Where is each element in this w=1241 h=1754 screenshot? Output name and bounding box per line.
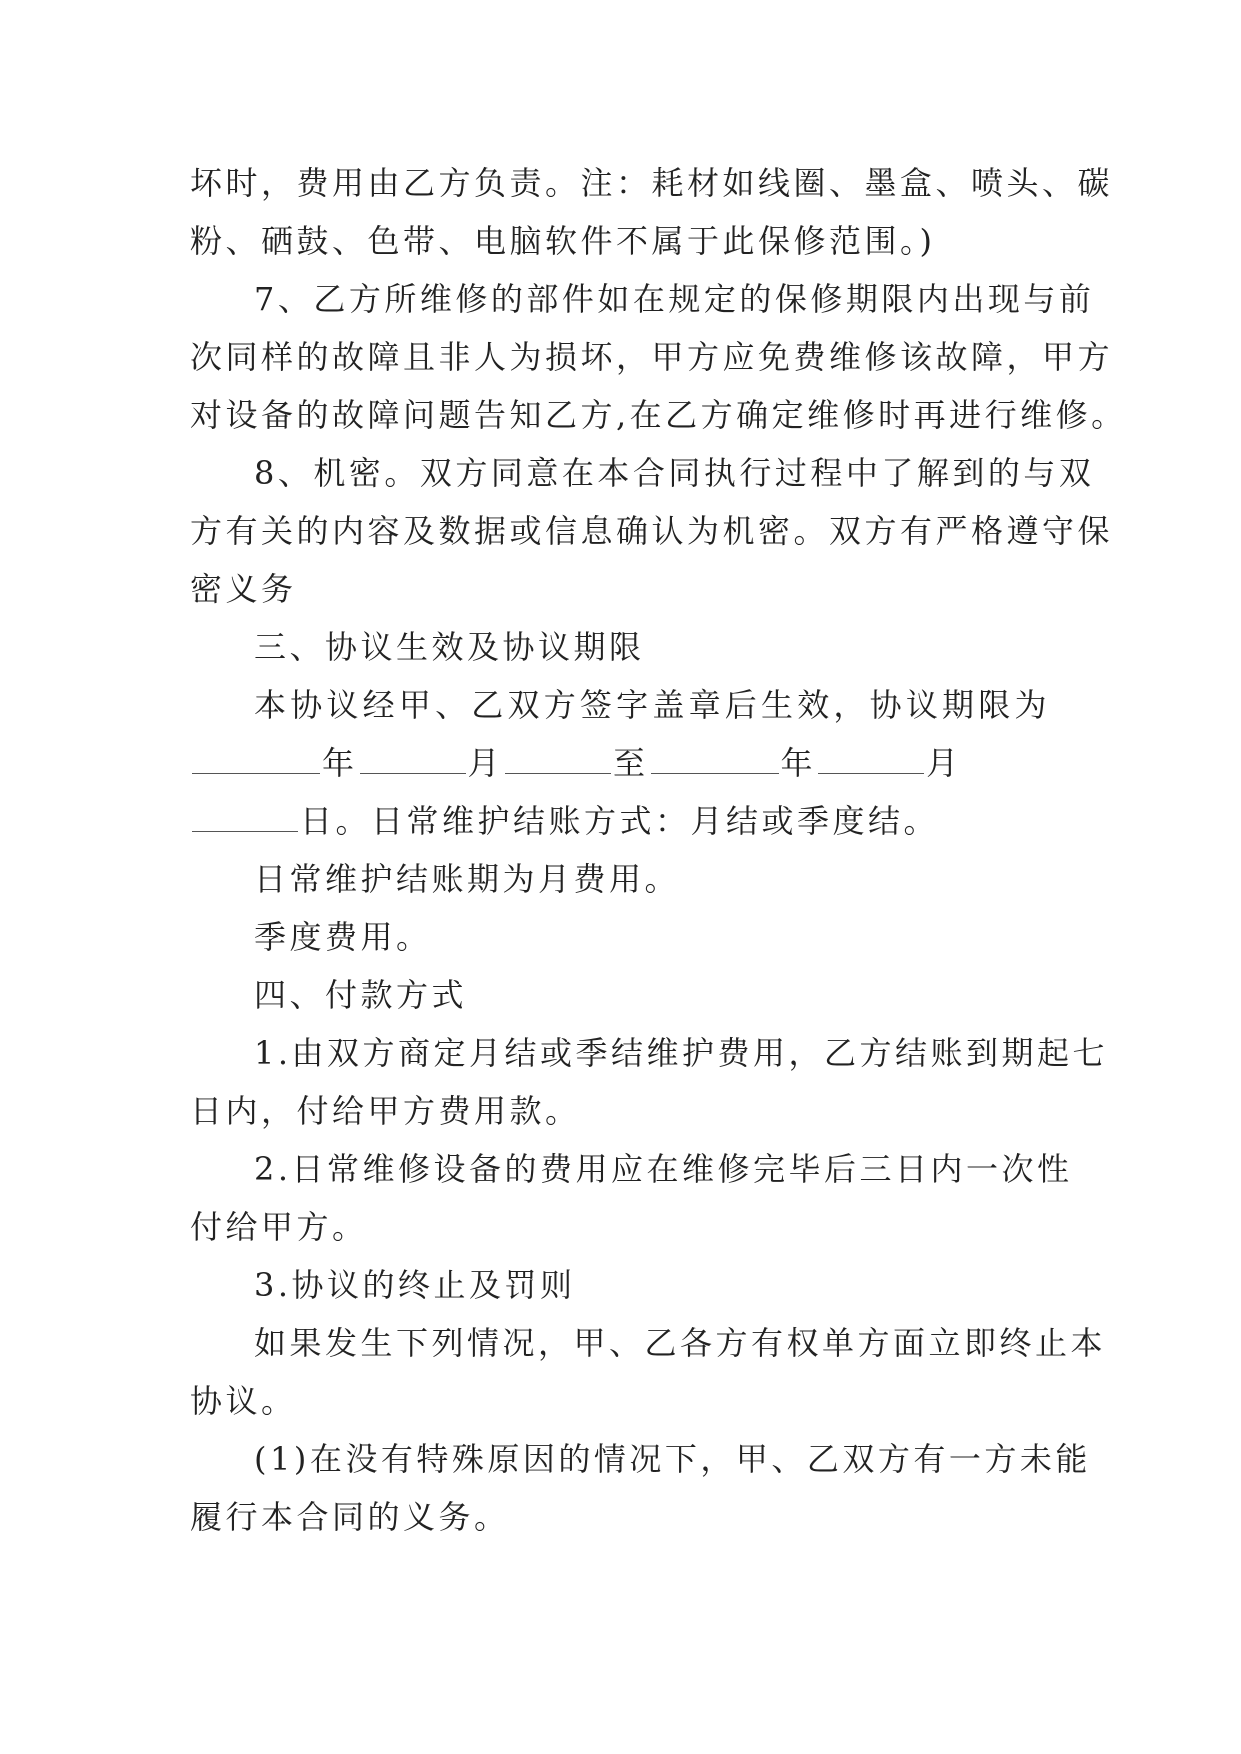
text-line: 季度费用。 <box>254 918 432 956</box>
blank-underline <box>651 741 779 774</box>
document-body <box>190 154 1127 1546</box>
text-line: 日常维护结账期为月费用。 <box>254 860 681 898</box>
text-line: 1.由双方商定月结或季结维护费用，乙方结账到期起七 <box>254 1034 1109 1072</box>
month-label: 月 <box>467 744 504 782</box>
blank-underline <box>818 741 924 774</box>
section-heading: 四、付款方式 <box>254 976 468 1014</box>
text-line: 8、机密。双方同意在本合同执行过程中了解到的与双 <box>254 454 1095 492</box>
text-line: 密义务 <box>190 570 297 608</box>
blank-underline <box>360 741 466 774</box>
month-label: 月 <box>926 744 962 782</box>
text-line: 日。日常维护结账方式：月结或季度结。 <box>300 802 940 840</box>
blank-underline <box>192 799 298 832</box>
blank-underline <box>192 741 320 774</box>
text-line: 协议。 <box>190 1382 297 1420</box>
text-line: (1)在没有特殊原因的情况下，甲、乙双方有一方未能 <box>254 1440 1091 1478</box>
date-blanks-line <box>190 792 1050 850</box>
text-line: 如果发生下列情况，甲、乙各方有权单方面立即终止本 <box>254 1324 1107 1362</box>
blank-underline <box>505 741 611 774</box>
text-line: 对设备的故障问题告知乙方,在乙方确定维修时再进行维修。 <box>190 396 1127 434</box>
text-line: 粉、硒鼓、色带、电脑软件不属于此保修范围。) <box>190 222 936 260</box>
section-heading: 三、协议生效及协议期限 <box>254 628 645 666</box>
text-line: 方有关的内容及数据或信息确认为机密。双方有严格遵守保 <box>190 512 1114 550</box>
text-line: 日内，付给甲方费用款。 <box>190 1092 581 1130</box>
text-line: 坏时，费用由乙方负责。注：耗材如线圈、墨盒、喷头、碳 <box>190 164 1114 202</box>
text-line: 3.协议的终止及罚则 <box>254 1266 576 1304</box>
text-line: 次同样的故障且非人为损坏，甲方应免费维修该故障，甲方 <box>190 338 1114 376</box>
text-line: 付给甲方。 <box>190 1208 368 1246</box>
text-line: 7、乙方所维修的部件如在规定的保修期限内出现与前 <box>254 280 1095 318</box>
year-label: 年 <box>780 744 817 782</box>
text-line: 本协议经甲、乙双方签字盖章后生效，协议期限为 <box>254 686 1050 724</box>
text-line: 2.日常维修设备的费用应在维修完毕后三日内一次性 <box>254 1150 1073 1188</box>
to-label: 至 <box>613 744 649 782</box>
date-blanks-line <box>190 734 1050 792</box>
year-label: 年 <box>322 744 358 782</box>
text-line: 履行本合同的义务。 <box>190 1498 510 1536</box>
